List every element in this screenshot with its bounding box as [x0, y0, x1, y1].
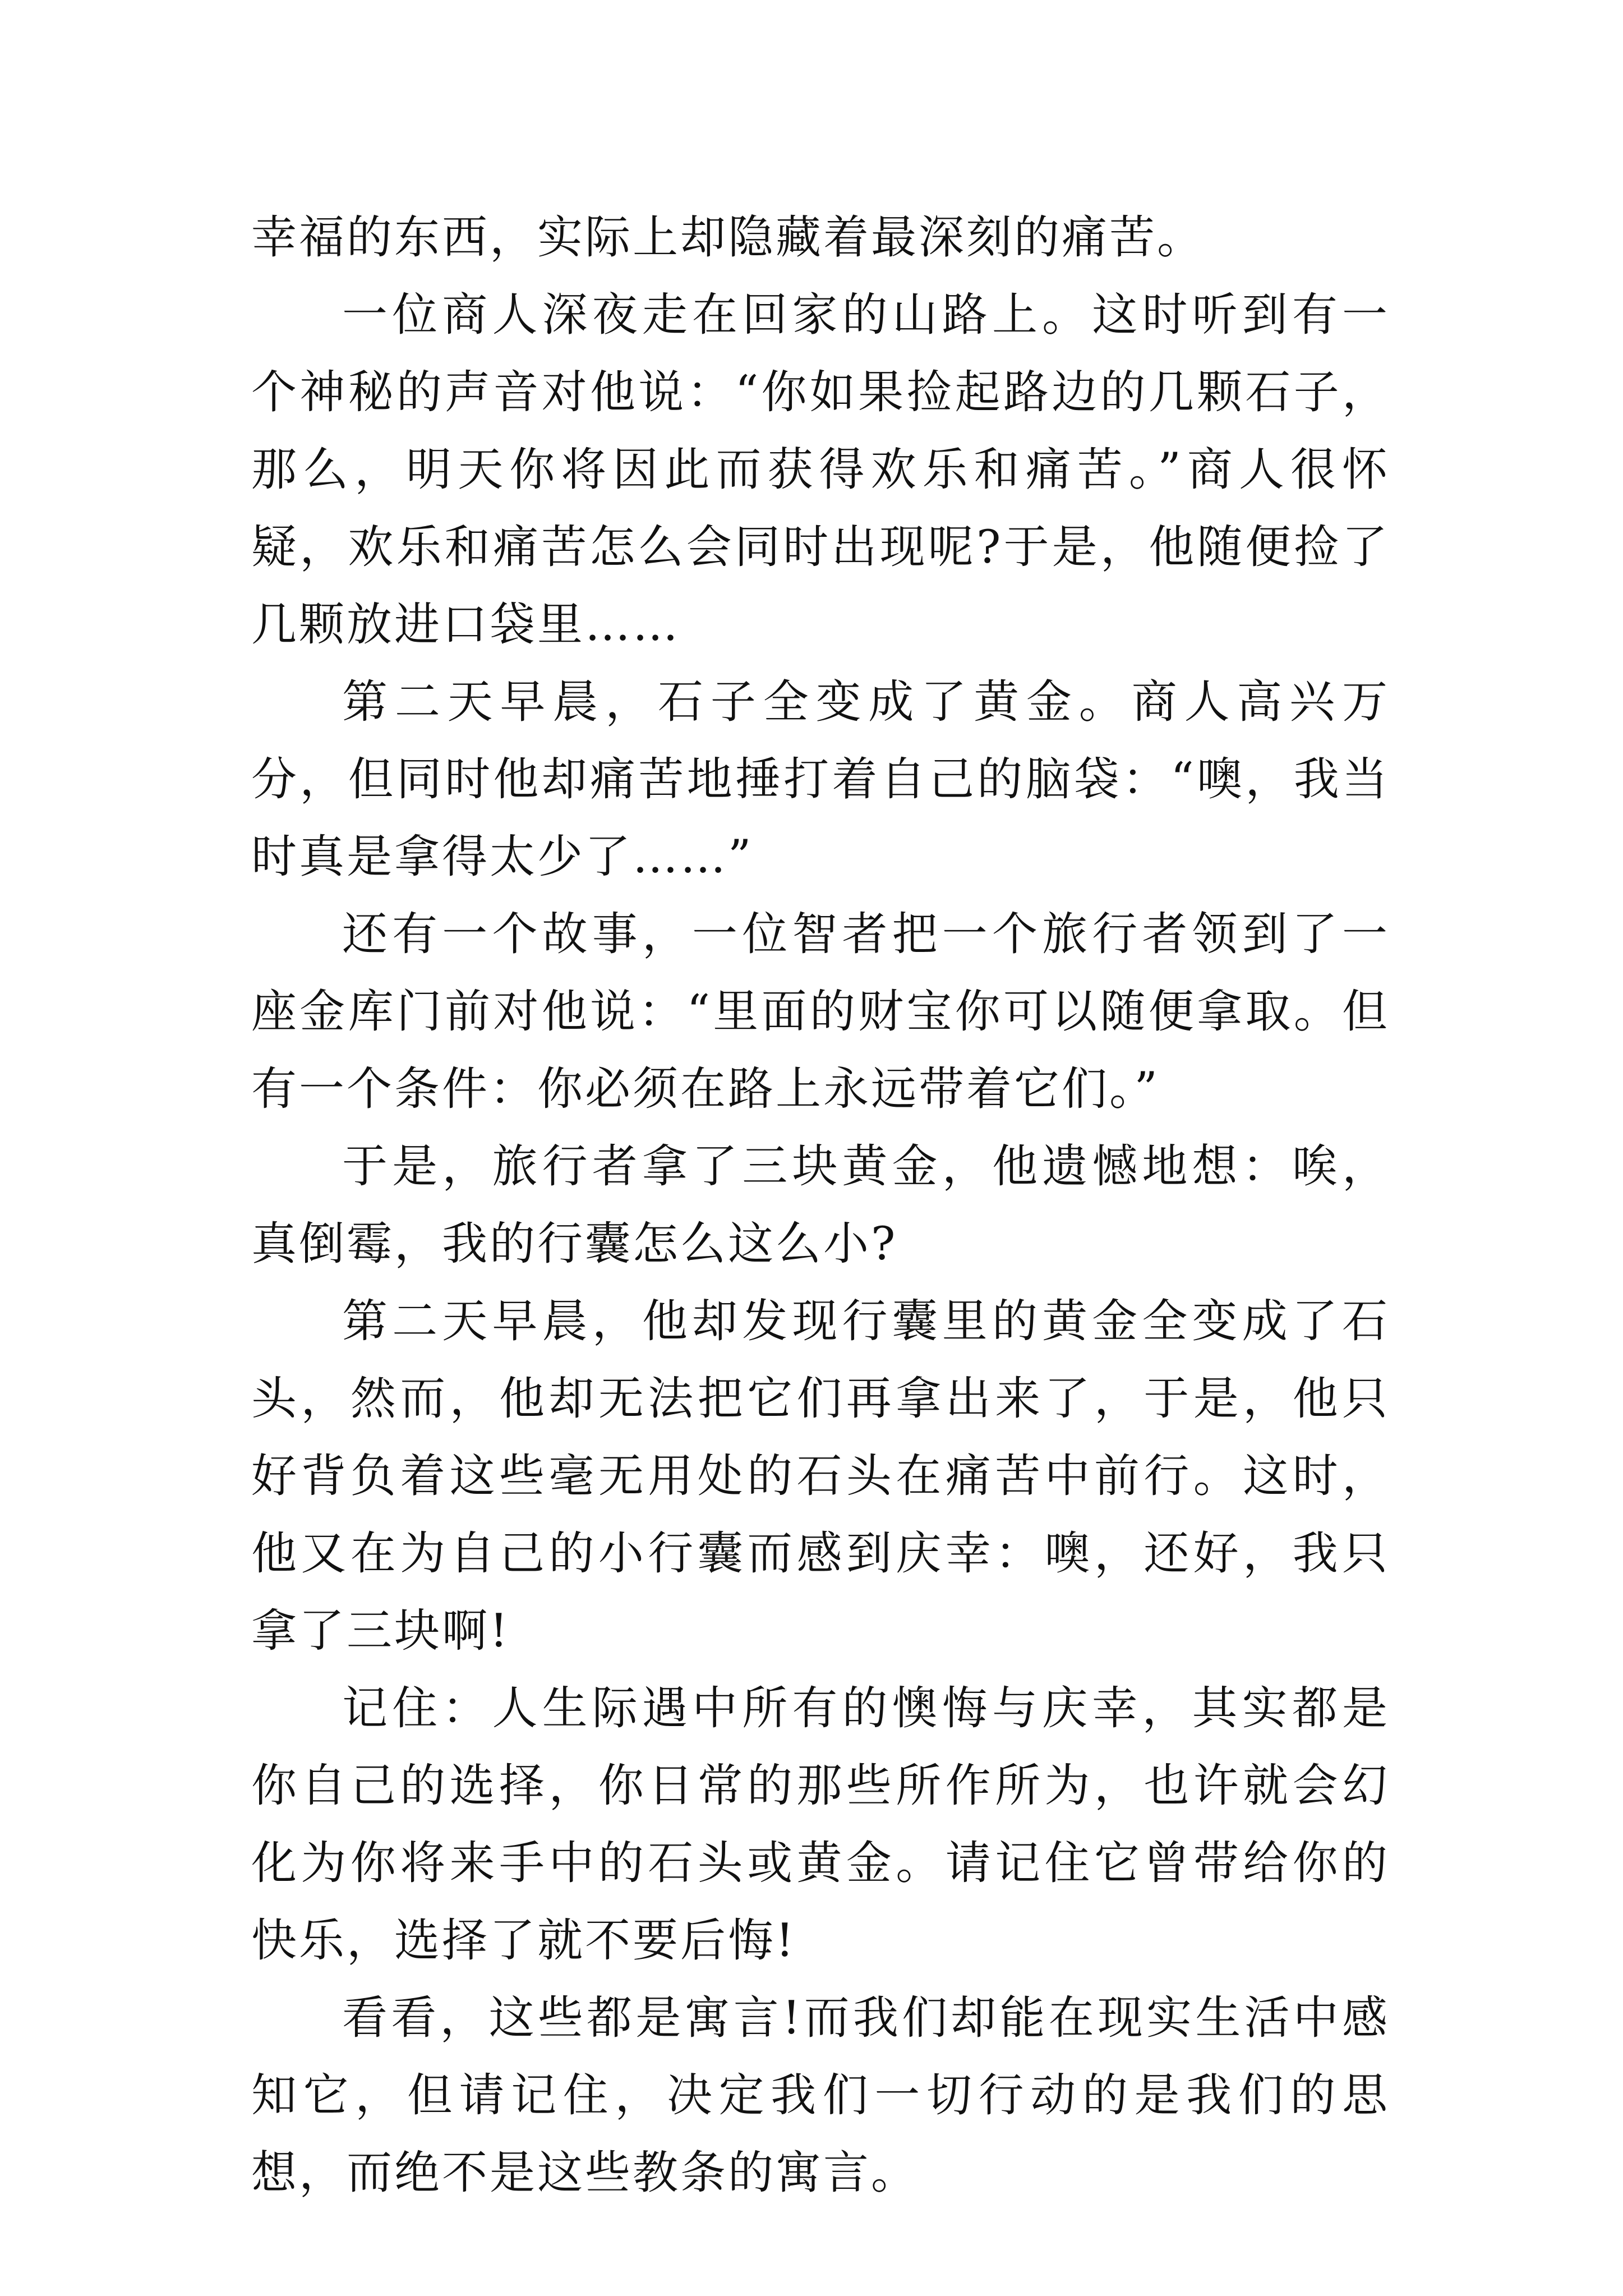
paragraph: 看看，这些都是寓言!而我们却能在现实生活中感知它，但请记住，决定我们一切行动的是我们的思想，而绝不是这些教条的寓言。	[251, 1992, 1390, 2200]
paragraph: 记住：人生际遇中所有的懊悔与庆幸，其实都是你自己的选择，你日常的那些所作所为，也许就会幻化为你将来手中的石头或黄金。请记住它曾带给你的快乐，选择了就不要后悔!	[251, 1682, 1390, 1967]
paragraph: 第二天早晨，石子全变成了黄金。商人高兴万分，但同时他却痛苦地捶打着自己的脑袋：“噢，我当时真是拿得太少了……”	[251, 676, 1390, 884]
paragraph: 第二天早晨，他却发现行囊里的黄金全变成了石头，然而，他却无法把它们再拿出来了，于是，他只好背负着这些毫无用处的石头在痛苦中前行。这时，他又在为自己的小行囊而感到庆幸：噢，还好，我只拿了三块啊!	[251, 1295, 1390, 1658]
paragraph-continued: 幸福的东西，实际上却隐藏着最深刻的痛苦。	[251, 211, 1205, 264]
paragraph: 于是，旅行者拿了三块黄金，他遗憾地想：唉，真倒霉，我的行囊怎么这么小?	[251, 1140, 1390, 1271]
paragraph: 还有一个故事，一位智者把一个旅行者领到了一座金库门前对他说：“里面的财宝你可以随便拿取。但有一个条件：你必须在路上永远带着它们。”	[251, 908, 1390, 1116]
document-body	[251, 199, 1390, 2212]
paragraph: 一位商人深夜走在回家的山路上。这时听到有一个神秘的声音对他说：“你如果捡起路边的几颗石子，那么，明天你将因此而获得欢乐和痛苦。”商人很怀疑，欢乐和痛苦怎么会同时出现呢?于是，他随便捡了几颗放进口袋里……	[251, 289, 1390, 651]
